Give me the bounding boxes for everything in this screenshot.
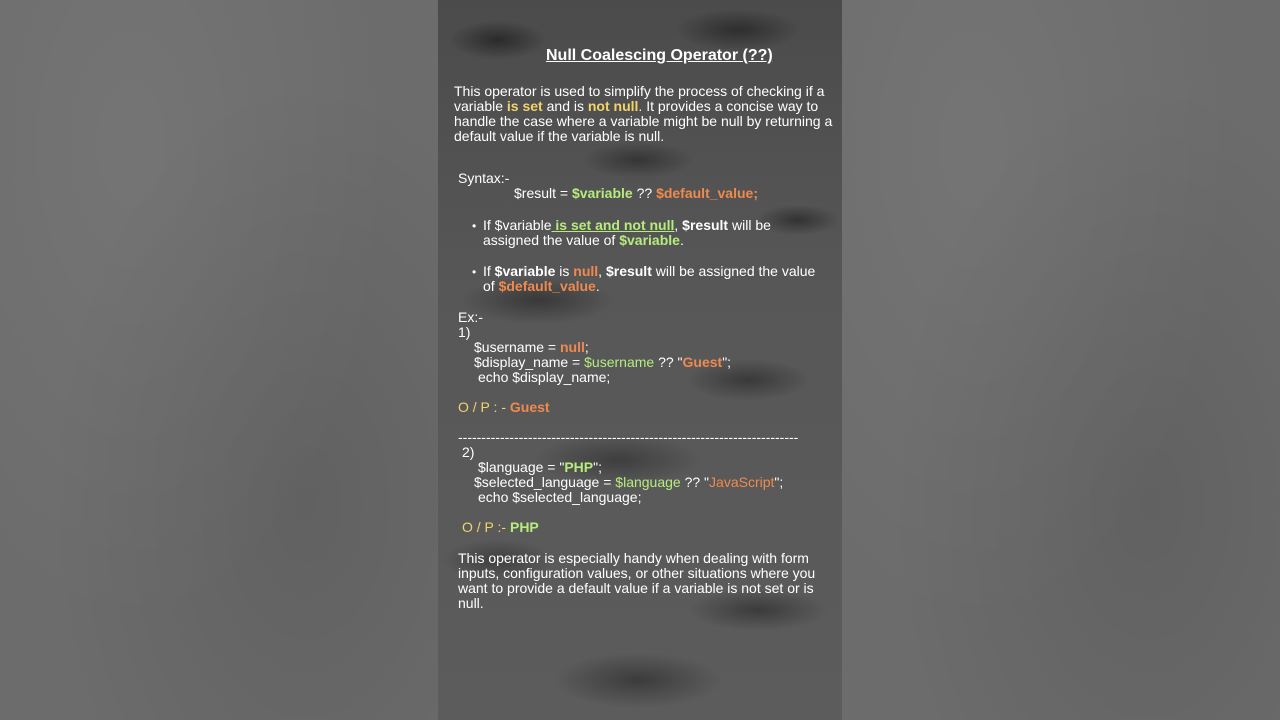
syntax-line: $result = $variable ?? $default_value;: [514, 185, 758, 201]
example-number-2: 2): [462, 444, 475, 460]
code-line: $selected_language = $language ?? "JavaScript";: [474, 474, 784, 490]
content-panel: [438, 0, 842, 720]
blurred-background-right: [842, 0, 1280, 720]
code-line: $display_name = $username ?? "Guest";: [474, 354, 732, 370]
output-1: O / P : - Guest: [458, 399, 550, 415]
example-label: Ex:-: [458, 309, 483, 325]
bullet2-line1: If $variable is null, $result will be assigned the value: [483, 263, 816, 279]
output-2: O / P :- PHP: [462, 519, 539, 535]
highlight-is-set: is set: [506, 98, 543, 114]
outro-paragraph: This operator is especially handy when dealing with form inputs, configuration values, or other situations where you want to provide a default value if a variable is not set or is null.: [458, 550, 816, 611]
bullet1-line2: assigned the value of $variable.: [483, 232, 684, 248]
bullet-dot: •: [472, 265, 477, 279]
code-line: $username = null;: [474, 339, 589, 355]
bullet2-line2: of $default_value.: [483, 278, 600, 294]
code-line: $language = "PHP";: [478, 459, 602, 475]
code-line: echo $selected_language;: [478, 489, 642, 505]
example-number-1: 1): [458, 324, 471, 340]
highlight-not-null: not null: [587, 98, 639, 114]
syntax-label: Syntax:-: [458, 170, 510, 186]
blurred-background-left: [0, 0, 438, 720]
page-title: Null Coalescing Operator (??): [546, 47, 773, 64]
divider: -------------------------------------------------------------------------: [458, 429, 799, 445]
intro-paragraph: This operator is used to simplify the process of checking if a variable is set and is not null. It provides a concise way to handle the case where a variable might be null by returning a default value if the variable is null.: [454, 83, 833, 144]
bullet-dot: •: [472, 219, 477, 233]
bullet1-line1: If $variable is set and not null, $result will be: [483, 217, 771, 233]
code-line: echo $display_name;: [478, 369, 611, 385]
